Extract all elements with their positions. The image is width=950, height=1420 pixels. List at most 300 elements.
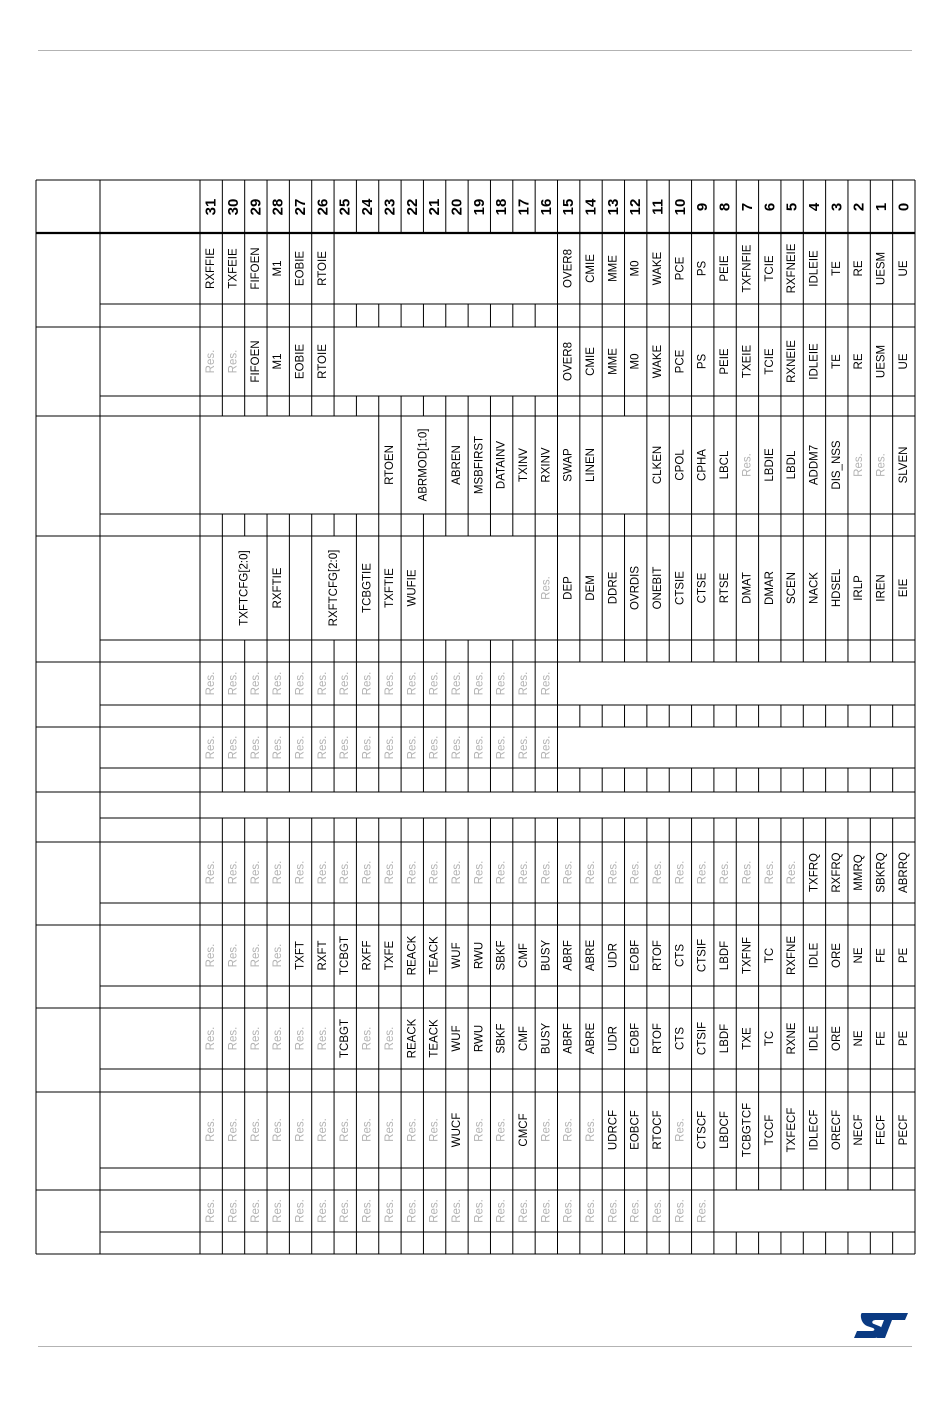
- reserved-field: Res.: [495, 735, 508, 760]
- bit-field: UESM: [875, 344, 888, 379]
- bit-number-7: 7: [738, 202, 756, 212]
- bit-field: TCBGTCF: [741, 1102, 754, 1158]
- reserved-field: Res.: [227, 1199, 240, 1223]
- reserved-field: Res.: [875, 453, 888, 477]
- reserved-field: Res.: [473, 1118, 486, 1142]
- reserved-field: Res.: [316, 1118, 329, 1142]
- reserved-field: Res.: [383, 735, 396, 760]
- bit-field: CTS: [674, 1027, 687, 1050]
- bit-number-20: 20: [448, 198, 466, 216]
- reserved-field: Res.: [249, 943, 262, 968]
- bit-field: MSBFIRST: [473, 435, 486, 495]
- bit-number-13: 13: [604, 198, 622, 216]
- bit-number-28: 28: [269, 198, 287, 216]
- reserved-field: Res.: [540, 735, 553, 760]
- bit-field: TC: [763, 947, 776, 964]
- reserved-field: Res.: [294, 1026, 307, 1051]
- reserved-field: Res.: [428, 671, 441, 696]
- reserved-field: Res.: [205, 1199, 218, 1223]
- reserved-field: Res.: [763, 860, 776, 885]
- bit-field: ORECF: [830, 1109, 843, 1151]
- reserved-field: Res.: [383, 671, 396, 696]
- bit-field: FECF: [875, 1114, 888, 1146]
- reserved-field: Res.: [205, 735, 218, 760]
- reserved-field: Res.: [495, 671, 508, 696]
- reserved-field: Res.: [853, 453, 866, 477]
- bit-field: RXFF: [361, 940, 374, 971]
- bit-field: FIFOEN: [249, 247, 262, 290]
- bit-field: CLKEN: [652, 445, 665, 485]
- bit-field: TE: [830, 354, 843, 369]
- reserved-field: Res.: [696, 860, 709, 885]
- reserved-field: Res.: [629, 1199, 642, 1223]
- bit-field: ADDM7: [808, 444, 821, 486]
- bit-field: NE: [853, 1030, 866, 1047]
- reserved-field: Res.: [294, 735, 307, 760]
- bit-field: SCEN: [786, 572, 799, 604]
- bit-number-6: 6: [761, 202, 779, 212]
- bit-field: RWU: [473, 1024, 486, 1053]
- reserved-field: Res.: [339, 671, 352, 696]
- bit-field: PCE: [674, 349, 687, 374]
- bit-number-17: 17: [515, 198, 533, 216]
- bit-field: ABREN: [450, 445, 463, 485]
- bit-field: LBDCF: [719, 1111, 732, 1149]
- bit-field: DMAR: [763, 571, 776, 605]
- reserved-field: Res.: [205, 1118, 218, 1142]
- reserved-field: Res.: [473, 671, 486, 696]
- reserved-field: Res.: [428, 1199, 441, 1223]
- bit-field: TXFRQ: [808, 853, 821, 892]
- bit-field: UDR: [607, 1026, 620, 1051]
- bit-field: RXINV: [540, 447, 553, 483]
- reserved-field: Res.: [741, 453, 754, 477]
- reserved-field: Res.: [249, 1026, 262, 1051]
- reserved-field: Res.: [272, 943, 285, 968]
- bit-field: PCE: [674, 256, 687, 281]
- bit-field: RTOIE: [316, 344, 329, 379]
- bit-field: NACK: [808, 572, 821, 604]
- bit-field: RTOIE: [316, 251, 329, 286]
- bit-field: LBDIE: [763, 448, 776, 482]
- reserved-field: Res.: [294, 1199, 307, 1223]
- reserved-field: Res.: [741, 860, 754, 885]
- bit-field: RXNE: [786, 1022, 799, 1055]
- reserved-field: Res.: [272, 1026, 285, 1051]
- reserved-field: Res.: [339, 860, 352, 885]
- bit-field: SBKF: [495, 1023, 508, 1054]
- bit-field: DATAINV: [495, 440, 508, 490]
- bit-field: BUSY: [540, 1022, 553, 1055]
- reserved-field: Res.: [339, 1118, 352, 1142]
- reserved-field: Res.: [428, 735, 441, 760]
- reserved-field: Res.: [607, 860, 620, 885]
- bit-number-25: 25: [336, 198, 354, 216]
- bit-field: CTSIF: [696, 1021, 709, 1056]
- bit-field: RXFT: [316, 940, 329, 971]
- reserved-field: Res.: [585, 1199, 598, 1223]
- bit-field: TXFE: [383, 940, 396, 971]
- bit-field: MME: [607, 255, 620, 282]
- reserved-field: Res.: [361, 671, 374, 696]
- reserved-field: Res.: [361, 860, 374, 885]
- bit-field: TXE: [741, 1027, 754, 1050]
- reserved-field: Res.: [316, 860, 329, 885]
- bit-field: IDLECF: [808, 1109, 821, 1151]
- reserved-field: Res.: [719, 860, 732, 885]
- reserved-field: Res.: [249, 1199, 262, 1223]
- reserved-field: Res.: [383, 1199, 396, 1223]
- bit-field: TEACK: [428, 1019, 441, 1058]
- reserved-field: Res.: [495, 860, 508, 885]
- reserved-field: Res.: [227, 943, 240, 968]
- reserved-field: Res.: [272, 1118, 285, 1142]
- bit-field: SBKRQ: [875, 852, 888, 893]
- bit-field: TC: [763, 1030, 776, 1047]
- reserved-field: Res.: [227, 671, 240, 696]
- bit-number-31: 31: [202, 198, 220, 216]
- reserved-field: Res.: [406, 671, 419, 696]
- bit-field: RTOF: [652, 1023, 665, 1054]
- bit-field: HDSEL: [830, 568, 843, 608]
- reserved-field: Res.: [249, 1118, 262, 1142]
- reserved-field: Res.: [428, 1118, 441, 1142]
- reserved-field: Res.: [361, 1118, 374, 1142]
- bit-field: OVER8: [562, 249, 575, 288]
- bit-field: RTOF: [652, 940, 665, 971]
- bit-field: PS: [696, 353, 709, 370]
- bit-number-0: 0: [895, 202, 913, 212]
- reserved-field: Res.: [450, 671, 463, 696]
- reserved-field: Res.: [629, 860, 642, 885]
- bit-field: OVER8: [562, 342, 575, 381]
- bit-field: TCIE: [763, 348, 776, 375]
- reserved-field: Res.: [562, 1199, 575, 1223]
- bit-number-21: 21: [426, 198, 444, 216]
- reserved-field: Res.: [473, 860, 486, 885]
- bit-field: MMRQ: [853, 854, 866, 891]
- reserved-field: Res.: [585, 1118, 598, 1142]
- bit-field: CTSCF: [696, 1110, 709, 1150]
- bit-field: REACK: [406, 935, 419, 976]
- reserved-field: Res.: [450, 860, 463, 885]
- bit-field: RXFFIE: [205, 248, 218, 289]
- bit-field: LINEN: [585, 448, 598, 482]
- reserved-field: Res.: [249, 735, 262, 760]
- bit-field: CMF: [517, 943, 530, 968]
- bit-field: TXFNF: [741, 936, 754, 975]
- bit-field: OVRDIS: [629, 565, 642, 611]
- reserved-field: Res.: [339, 1199, 352, 1223]
- bit-field: FE: [875, 948, 888, 963]
- bit-field: SWAP: [562, 448, 575, 482]
- bit-field: ONEBIT: [652, 566, 665, 610]
- bit-number-5: 5: [783, 202, 801, 212]
- bit-field: CMF: [517, 1026, 530, 1051]
- reserved-field: Res.: [495, 1118, 508, 1142]
- bit-field: EIE: [897, 578, 910, 598]
- bit-number-4: 4: [805, 202, 823, 212]
- reserved-field: Res.: [294, 860, 307, 885]
- reserved-field: Res.: [361, 735, 374, 760]
- reserved-field: Res.: [540, 860, 553, 885]
- bit-number-15: 15: [560, 198, 578, 216]
- reserved-field: Res.: [249, 860, 262, 885]
- bit-field: WUF: [450, 942, 463, 969]
- bit-field: ABRF: [562, 1023, 575, 1054]
- bit-field: ABRE: [585, 939, 598, 972]
- bit-field: CPOL: [674, 449, 687, 481]
- reserved-field: Res.: [272, 1199, 285, 1223]
- bit-field: ABRF: [562, 940, 575, 971]
- reserved-field: Res.: [450, 735, 463, 760]
- reserved-field: Res.: [294, 1118, 307, 1142]
- bit-field: TCIE: [763, 255, 776, 282]
- reserved-field: Res.: [272, 671, 285, 696]
- bit-field: TXFNFIE: [741, 244, 754, 293]
- bit-field: RXFTIE: [272, 567, 285, 609]
- bit-field: EOBF: [629, 1022, 642, 1055]
- bit-number-24: 24: [359, 198, 377, 216]
- bit-field: TCCF: [763, 1114, 776, 1146]
- reserved-field: Res.: [316, 671, 329, 696]
- bit-field: ABRMOD[1:0]: [417, 428, 430, 502]
- bit-field: EOBIE: [294, 250, 307, 287]
- reserved-field: Res.: [585, 860, 598, 885]
- reserved-field: Res.: [227, 349, 240, 374]
- reserved-field: Res.: [316, 1199, 329, 1223]
- bit-field: RE: [853, 260, 866, 277]
- bit-field: CTSE: [696, 572, 709, 604]
- reserved-field: Res.: [339, 735, 352, 760]
- bit-field: LBCL: [719, 450, 732, 480]
- reserved-field: Res.: [294, 671, 307, 696]
- bit-field: UDRCF: [607, 1109, 620, 1151]
- reserved-field: Res.: [540, 671, 553, 696]
- reserved-field: Res.: [540, 576, 553, 600]
- bit-field: RWU: [473, 941, 486, 970]
- bit-field: LBDF: [719, 940, 732, 971]
- bit-field: TCBGT: [339, 1019, 352, 1058]
- reserved-field: Res.: [517, 1199, 530, 1223]
- bit-field: ABRE: [585, 1022, 598, 1055]
- reserved-field: Res.: [428, 860, 441, 885]
- reserved-field: Res.: [383, 1026, 396, 1051]
- bit-field: CMIE: [585, 254, 598, 283]
- reserved-field: Res.: [652, 1199, 665, 1223]
- bit-field: IDLEIE: [808, 250, 821, 287]
- reserved-field: Res.: [607, 1199, 620, 1223]
- bit-field: TXEIE: [741, 344, 754, 379]
- bit-number-18: 18: [493, 198, 511, 216]
- reserved-field: Res.: [406, 860, 419, 885]
- reserved-field: Res.: [540, 1118, 553, 1142]
- reserved-field: Res.: [406, 1118, 419, 1142]
- bit-field: RXNEIE: [786, 340, 799, 383]
- reserved-field: Res.: [316, 1026, 329, 1051]
- bit-field: LBDF: [719, 1023, 732, 1054]
- reserved-field: Res.: [227, 860, 240, 885]
- bit-field: IRLP: [853, 575, 866, 601]
- bit-field: TXFECF: [786, 1107, 799, 1153]
- reserved-field: Res.: [786, 860, 799, 885]
- bit-number-11: 11: [649, 199, 667, 215]
- bit-field: TCBGTIE: [361, 563, 374, 613]
- bit-field: REACK: [406, 1018, 419, 1059]
- bit-field: DEP: [562, 576, 575, 600]
- bit-field: NECF: [853, 1114, 866, 1146]
- bit-field: PEIE: [719, 255, 732, 282]
- bit-field: TCBGT: [339, 936, 352, 975]
- reserved-field: Res.: [540, 1199, 553, 1223]
- bit-field: WAKE: [652, 251, 665, 286]
- bit-field: TEACK: [428, 936, 441, 975]
- bit-number-22: 22: [403, 198, 421, 216]
- bit-field: PEIE: [719, 348, 732, 375]
- reserved-field: Res.: [316, 735, 329, 760]
- reserved-field: Res.: [205, 943, 218, 968]
- bit-field: EOBCF: [629, 1110, 642, 1150]
- reserved-field: Res.: [562, 860, 575, 885]
- bit-field: PS: [696, 260, 709, 277]
- bit-field: TXINV: [517, 448, 530, 482]
- bit-field: WAKE: [652, 344, 665, 379]
- bit-field: TXFTIE: [383, 568, 396, 608]
- bit-field: PECF: [897, 1114, 910, 1146]
- reserved-field: Res.: [227, 1118, 240, 1142]
- bit-number-9: 9: [694, 202, 712, 212]
- reserved-field: Res.: [249, 671, 262, 696]
- bit-field: MME: [607, 348, 620, 375]
- bit-field: RE: [853, 353, 866, 370]
- bit-field: IDLE: [808, 1025, 821, 1052]
- reserved-field: Res.: [674, 1199, 687, 1223]
- reserved-field: Res.: [517, 860, 530, 885]
- bit-field: DEM: [585, 575, 598, 601]
- reserved-field: Res.: [383, 860, 396, 885]
- bit-number-1: 1: [872, 202, 890, 212]
- bit-field: FIFOEN: [249, 340, 262, 383]
- reserved-field: Res.: [517, 671, 530, 696]
- bit-field: TXFT: [294, 941, 307, 970]
- reserved-field: Res.: [361, 1026, 374, 1051]
- bit-number-8: 8: [716, 202, 734, 212]
- bit-number-12: 12: [627, 198, 645, 216]
- reserved-field: Res.: [406, 1199, 419, 1223]
- bit-field: RTOEN: [383, 445, 396, 485]
- bit-field: LBDL: [786, 450, 799, 480]
- reserved-field: Res.: [674, 1118, 687, 1142]
- bit-field: RXFNE: [786, 936, 799, 975]
- bit-field: SBKF: [495, 940, 508, 971]
- bit-field: M0: [629, 260, 642, 277]
- bit-field: ABRRQ: [897, 852, 910, 893]
- bit-field: UDR: [607, 943, 620, 968]
- bit-field: EOBIE: [294, 343, 307, 380]
- bit-field: ORE: [830, 1026, 843, 1051]
- bit-number-10: 10: [671, 198, 689, 216]
- bit-field: TXFEIE: [227, 248, 240, 289]
- bit-field: CTSIE: [674, 571, 687, 605]
- bit-number-26: 26: [314, 198, 332, 216]
- bit-number-30: 30: [225, 198, 243, 216]
- bit-number-3: 3: [828, 202, 846, 212]
- bit-field: RTSE: [719, 572, 732, 604]
- reserved-field: Res.: [361, 1199, 374, 1223]
- bit-number-23: 23: [381, 198, 399, 216]
- bit-field: IDLEIE: [808, 343, 821, 380]
- bit-field: RXFRQ: [830, 852, 843, 893]
- bit-field: TE: [830, 261, 843, 276]
- reserved-field: Res.: [272, 735, 285, 760]
- bit-field: DMAT: [741, 572, 754, 604]
- reserved-field: Res.: [652, 860, 665, 885]
- bit-field: CPHA: [696, 449, 709, 481]
- st-logo: [852, 1310, 910, 1340]
- reserved-field: Res.: [473, 735, 486, 760]
- bit-field: UE: [897, 260, 910, 277]
- bit-number-27: 27: [292, 198, 310, 216]
- bit-field: FE: [875, 1031, 888, 1046]
- reserved-field: Res.: [205, 671, 218, 696]
- bit-field: NE: [853, 947, 866, 964]
- reserved-field: Res.: [450, 1199, 463, 1223]
- reserved-field: Res.: [227, 1026, 240, 1051]
- bit-field: CMCF: [517, 1113, 530, 1147]
- bit-field: CTS: [674, 944, 687, 967]
- bit-field: RTOCF: [652, 1110, 665, 1150]
- bit-field: UESM: [875, 251, 888, 286]
- bit-field: UE: [897, 353, 910, 370]
- reserved-field: Res.: [205, 1026, 218, 1051]
- bit-number-2: 2: [850, 202, 868, 212]
- bit-number-14: 14: [582, 198, 600, 216]
- bit-field: DIS_NSS: [830, 440, 843, 490]
- bit-number-19: 19: [470, 198, 488, 216]
- bit-field: WUCF: [450, 1112, 463, 1148]
- bit-field: BUSY: [540, 939, 553, 972]
- reserved-field: Res.: [473, 1199, 486, 1223]
- reserved-field: Res.: [674, 860, 687, 885]
- bit-field: PE: [897, 947, 910, 964]
- reserved-field: Res.: [205, 349, 218, 374]
- bit-field: PE: [897, 1030, 910, 1047]
- bit-field: M1: [272, 260, 285, 277]
- reserved-field: Res.: [227, 735, 240, 760]
- bit-field: DDRE: [607, 571, 620, 605]
- reserved-field: Res.: [696, 1199, 709, 1223]
- reserved-field: Res.: [562, 1118, 575, 1142]
- reserved-field: Res.: [406, 735, 419, 760]
- bit-field: IDLE: [808, 942, 821, 969]
- bit-field: TXFTCFG[2:0]: [238, 550, 251, 626]
- bit-number-29: 29: [247, 198, 265, 216]
- bit-field: M0: [629, 353, 642, 370]
- bit-field: RXFTCFG[2:0]: [328, 549, 341, 627]
- bit-field: IREN: [875, 574, 888, 602]
- reserved-field: Res.: [383, 1118, 396, 1142]
- bit-field: ORE: [830, 943, 843, 968]
- bit-field: WUF: [450, 1025, 463, 1052]
- bit-field: CTSIF: [696, 938, 709, 973]
- bit-field: CMIE: [585, 347, 598, 376]
- bit-field: RXFNEIE: [786, 243, 799, 294]
- bit-field: EOBF: [629, 939, 642, 972]
- reserved-field: Res.: [205, 860, 218, 885]
- reserved-field: Res.: [272, 860, 285, 885]
- reserved-field: Res.: [517, 735, 530, 760]
- reserved-field: Res.: [495, 1199, 508, 1223]
